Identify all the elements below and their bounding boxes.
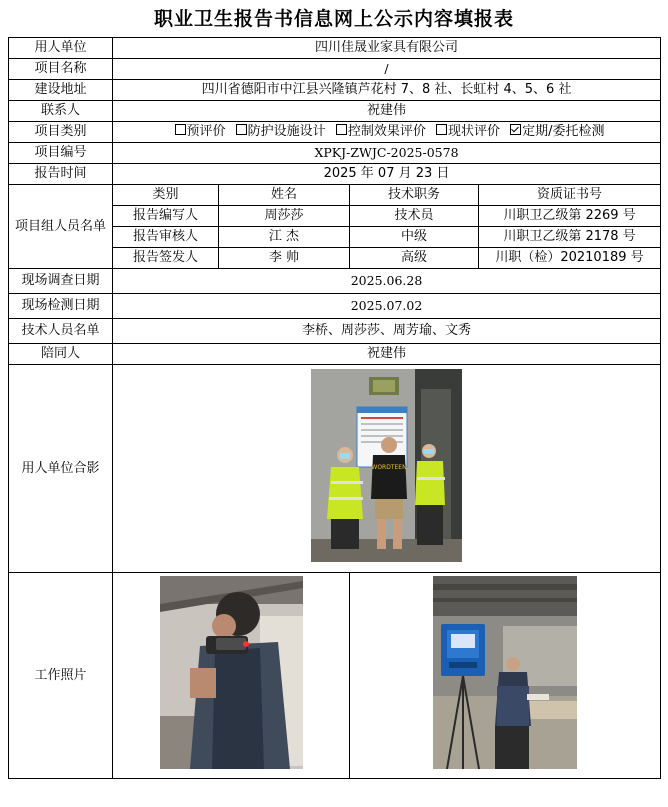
- test-date-label: 现场检测日期: [9, 294, 113, 319]
- project-no-value: XPKJ-ZWJC-2025-0578: [113, 143, 661, 164]
- row-test-date: [9, 294, 661, 319]
- member-title: 中级: [350, 227, 479, 248]
- team-header-row: [9, 185, 661, 206]
- team-header-cert: 资质证书号: [479, 185, 661, 206]
- member-cert: 川职（检）20210189 号: [479, 248, 661, 269]
- row-project-name: [9, 59, 661, 80]
- team-label: 项目组人员名单: [9, 185, 113, 269]
- member-title: 高级: [350, 248, 479, 269]
- work-photos-label: 工作照片: [9, 573, 113, 779]
- member-role: 报告审核人: [113, 227, 219, 248]
- form-title: 职业卫生报告书信息网上公示内容填报表: [153, 8, 514, 30]
- group-photo-label: 用人单位合影: [9, 365, 113, 573]
- category-option-periodic-testing[interactable]: 定期/委托检测: [504, 124, 604, 139]
- member-name: 江 杰: [219, 227, 350, 248]
- work-photo-cell-2: [350, 573, 661, 779]
- row-survey-date: [9, 269, 661, 294]
- group-photo: [311, 369, 462, 568]
- technicians-value: 李桥、周莎莎、周芳瑜、文秀: [113, 319, 661, 344]
- row-group-photo: [9, 365, 661, 573]
- employer-label: 用人单位: [9, 38, 113, 59]
- category-option-status-evaluation[interactable]: 现状评价: [430, 124, 500, 139]
- address-label: 建设地址: [9, 80, 113, 101]
- address-value: 四川省德阳市中江县兴隆镇芦花村 7、8 社、长虹村 4、5、6 社: [113, 80, 661, 101]
- member-name: 周莎莎: [219, 206, 350, 227]
- work-photo-2: [433, 576, 577, 775]
- survey-date-value: 2025.06.28: [113, 269, 661, 294]
- team-header-role: 类别: [113, 185, 219, 206]
- work-photo-1: [160, 576, 303, 775]
- row-report-time: [9, 164, 661, 185]
- member-title: 技术员: [350, 206, 479, 227]
- row-escort: [9, 344, 661, 365]
- member-name: 李 帅: [219, 248, 350, 269]
- test-date-value: 2025.07.02: [113, 294, 661, 319]
- category-option-protection-design[interactable]: 防护设施设计: [230, 124, 326, 139]
- member-role: 报告签发人: [113, 248, 219, 269]
- group-photo-cell: [113, 365, 661, 573]
- survey-date-label: 现场调查日期: [9, 269, 113, 294]
- project-name-label: 项目名称: [9, 59, 113, 80]
- row-employer: [9, 38, 661, 59]
- escort-value: 祝建伟: [113, 344, 661, 365]
- row-project-no: [9, 143, 661, 164]
- disclosure-form-table: [8, 37, 661, 779]
- category-option-control-effect[interactable]: 控制效果评价: [330, 124, 426, 139]
- t-shirt-print: WORDTEEN: [371, 464, 407, 471]
- checkbox-icon[interactable]: [175, 124, 186, 135]
- team-header-name: 姓名: [219, 185, 350, 206]
- category-option-pre-evaluation[interactable]: 预评价: [169, 124, 226, 139]
- project-no-label: 项目编号: [9, 143, 113, 164]
- checkbox-icon[interactable]: [236, 124, 247, 135]
- member-cert: 川职卫乙级第 2269 号: [479, 206, 661, 227]
- member-cert: 川职卫乙级第 2178 号: [479, 227, 661, 248]
- category-options: [113, 122, 661, 143]
- report-time-label: 报告时间: [9, 164, 113, 185]
- checked-checkbox-icon[interactable]: [510, 124, 521, 135]
- row-address: [9, 80, 661, 101]
- checkbox-icon[interactable]: [436, 124, 447, 135]
- employer-value: 四川佳晟业家具有限公司: [113, 38, 661, 59]
- checkbox-icon[interactable]: [336, 124, 347, 135]
- row-technicians: [9, 319, 661, 344]
- work-photo-cell-1: [113, 573, 350, 779]
- row-work-photos: [9, 573, 661, 779]
- row-contact: [9, 101, 661, 122]
- escort-label: 陪同人: [9, 344, 113, 365]
- contact-label: 联系人: [9, 101, 113, 122]
- member-role: 报告编写人: [113, 206, 219, 227]
- row-category: [9, 122, 661, 143]
- project-name-value: /: [113, 59, 661, 80]
- category-label: 项目类别: [9, 122, 113, 143]
- report-time-value: 2025 年 07 月 23 日: [113, 164, 661, 185]
- technicians-label: 技术人员名单: [9, 319, 113, 344]
- contact-value: 祝建伟: [113, 101, 661, 122]
- team-header-title: 技术职务: [350, 185, 479, 206]
